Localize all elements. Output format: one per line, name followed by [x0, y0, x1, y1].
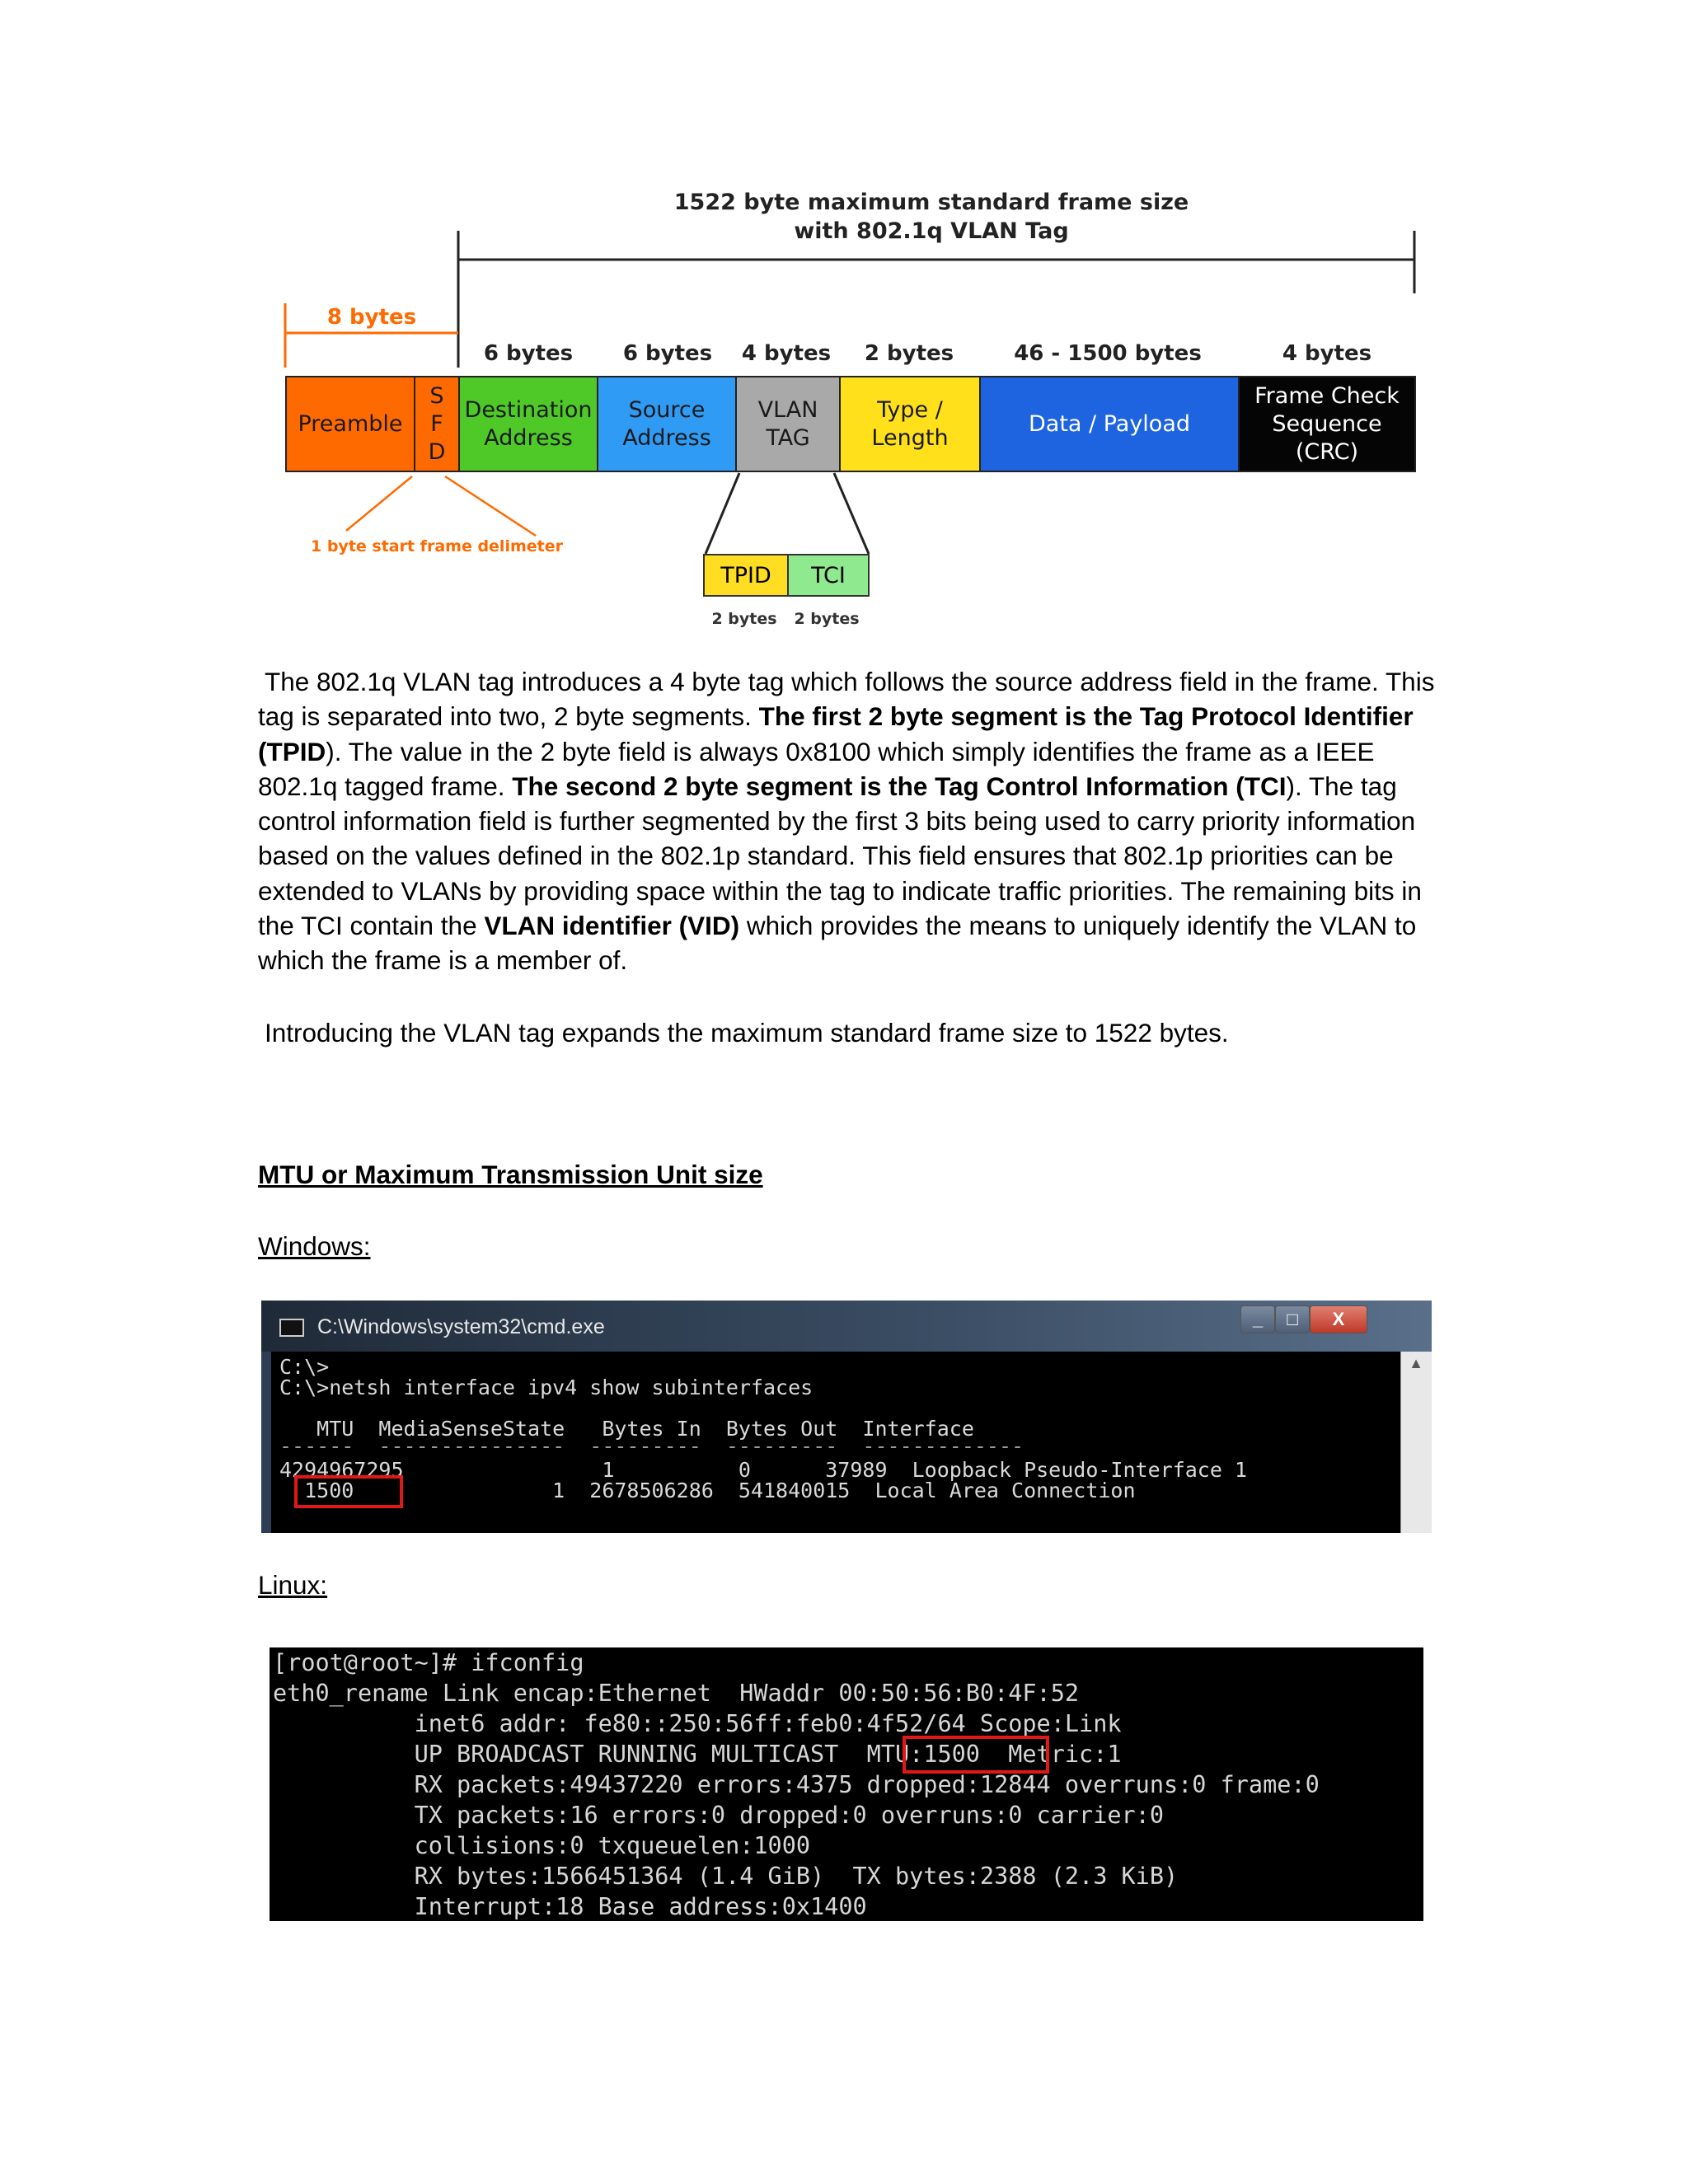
frame-size-paragraph: Introducing the VLAN tag expands the maximum standard frame size to 1522 bytes. [265, 1018, 1229, 1047]
subfield-tpid-bytes: 2 bytes [711, 610, 777, 628]
console-line: eth0_rename Link encap:Ethernet HWaddr 00:50:56:B0:4F:52 [273, 1680, 1080, 1707]
field-sfd: S F D [414, 376, 460, 472]
para1-e: ). The tag control information field is further segmented by the first 3 bits being used to carry priority information based on the values defined in the 802.1p standard. This field ensures that 802.1p priorities can be extended to VLANs by providing space within the tag to indicate traffic priorities. The remaining bits in the TCI contain the [258, 771, 1422, 941]
bytes-label-destination: 6 bytes [483, 341, 574, 366]
field-destination-address: Destination Address [458, 376, 598, 472]
field-preamble: Preamble [285, 376, 415, 472]
windows-console-output [271, 1352, 1400, 1533]
minimize-button[interactable]: _ [1240, 1305, 1275, 1333]
frame-diagram [0, 0, 1688, 651]
mtu-highlight-box [294, 1475, 403, 1508]
field-type-length: Type / Length [839, 376, 981, 472]
console-line: collisions:0 txqueuelen:1000 [273, 1832, 811, 1859]
console-line: [root@root~]# ifconfig [273, 1649, 584, 1676]
console-line: RX bytes:1566451364 (1.4 GiB) TX bytes:2388 (2.3 KiB) [273, 1863, 1179, 1890]
console-line: Interrupt:18 Base address:0x1400 [273, 1893, 867, 1920]
bytes-label-vlan-tag: 4 bytes [741, 341, 832, 366]
console-line: C:\>netsh interface ipv4 show subinterfaces [279, 1376, 814, 1399]
linux-console-output [270, 1647, 1423, 1921]
windows-cmd-window [261, 1301, 1432, 1533]
subfield-tci-bytes: 2 bytes [794, 610, 860, 628]
subfield-tci: TCI [787, 554, 870, 597]
console-line: RX packets:49437220 errors:4375 dropped:12844 overruns:0 frame:0 [273, 1771, 1320, 1798]
scroll-up-arrow-icon[interactable]: ▲ [1409, 1355, 1423, 1371]
subfield-tpid: TPID [703, 554, 789, 597]
cmd-app-icon [279, 1319, 304, 1337]
windows-title: C:\Windows\system32\cmd.exe [317, 1315, 605, 1338]
windows-label: Windows: [258, 1231, 371, 1261]
field-frame-check-sequence: Frame Check Sequence (CRC) [1238, 376, 1416, 472]
bytes-label-source: 6 bytes [622, 341, 713, 366]
para1-a: The 802.1q VLAN tag introduces a 4 byte tag which follows the source address field in the frame. This tag is separated into two, 2 byte segments. [258, 667, 1435, 732]
bytes-label-type-length: 2 bytes [864, 341, 954, 366]
console-line: UP BROADCAST RUNNING MULTICAST MTU:1500 Metric:1 [273, 1741, 1122, 1768]
console-line: MTU MediaSenseState Bytes In Bytes Out Interface [279, 1417, 974, 1441]
bytes-label-fcs: 4 bytes [1282, 341, 1372, 366]
mtu-highlight-box [903, 1736, 1049, 1774]
field-source-address: Source Address [597, 376, 737, 472]
para1-vid-bold: VLAN identifier (VID) [484, 911, 740, 941]
linux-label: Linux: [258, 1570, 328, 1600]
console-line: TX packets:16 errors:0 dropped:0 overruns:0 carrier:0 [273, 1802, 1164, 1829]
diagram-header-line1: 1522 byte maximum standard frame size [673, 190, 1189, 215]
console-line: C:\> [279, 1355, 330, 1379]
field-vlan-tag: VLAN TAG [735, 376, 841, 472]
console-line: inet6 addr: fe80::250:56ff:feb0:4f52/64 Scope:Link [273, 1710, 1122, 1737]
console-line: ------ --------------- --------- --------- ------------- [279, 1434, 1025, 1458]
para1-tpid-bold: The first 2 byte segment is the Tag Protocol Identifier (TPID [258, 701, 1414, 766]
preamble-span-label: 8 bytes [326, 305, 417, 330]
bytes-label-data: 46 - 1500 bytes [1014, 341, 1202, 366]
windows-titlebar [261, 1301, 1432, 1352]
para1-tci-bold: The second 2 byte segment is the Tag Control Information (TCI [512, 771, 1287, 801]
vlan-tag-paragraph [258, 664, 1445, 978]
console-scrollbar[interactable] [1400, 1352, 1432, 1533]
para1-g: which provides the means to uniquely identify the VLAN to which the frame is a member of. [258, 911, 1417, 976]
para1-c: ). The value in the 2 byte field is always 0x8100 which simply identifies the frame as a IEEE 802.1q tagged frame. [258, 736, 1375, 801]
diagram-header-line2: with 802.1q VLAN Tag [794, 218, 1069, 244]
console-line: 1500 1 2678506286 541840015 Local Area Connection [279, 1479, 1136, 1502]
field-data-payload: Data / Payload [979, 376, 1240, 472]
maximize-button[interactable]: □ [1275, 1305, 1310, 1333]
console-line: 4294967295 1 0 37989 Loopback Pseudo-Interface 1 [279, 1458, 1247, 1482]
mtu-heading: MTU or Maximum Transmission Unit size [258, 1160, 763, 1189]
close-button[interactable]: X [1310, 1305, 1367, 1333]
sfd-note: 1 byte start frame delimeter [311, 537, 563, 555]
